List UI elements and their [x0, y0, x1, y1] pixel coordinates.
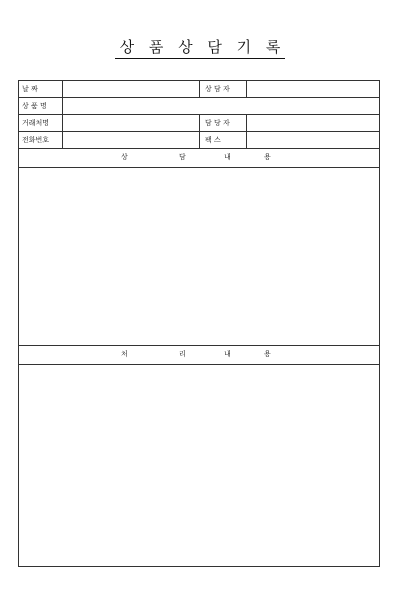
row-client: [19, 115, 379, 132]
consultant-label: 상 담 자: [200, 81, 247, 97]
consultation-content-area[interactable]: [19, 168, 379, 346]
manager-field[interactable]: [247, 115, 379, 131]
row-date: [19, 81, 379, 98]
phone-field[interactable]: [63, 132, 200, 148]
header-char: 상: [121, 153, 128, 161]
processing-content-area[interactable]: [19, 365, 379, 566]
header-char: 처: [121, 350, 128, 358]
consultation-content-header: [19, 149, 379, 168]
date-field[interactable]: [63, 81, 200, 97]
document-title-text: 상 품 상 담 기 록: [115, 38, 286, 59]
header-char: 담: [179, 153, 186, 161]
manager-label: 담 당 자: [200, 115, 247, 131]
header-char: 내: [224, 350, 231, 358]
header-char: 용: [264, 153, 271, 161]
processing-content-header: [19, 346, 379, 365]
header-char: 용: [264, 350, 271, 358]
phone-label: 전화번호: [19, 132, 63, 148]
client-name-label: 거래처명: [19, 115, 63, 131]
product-name-label: 상 품 명: [19, 98, 63, 114]
date-label: 날 짜: [19, 81, 63, 97]
row-phone: [19, 132, 379, 149]
consultation-form: [18, 80, 380, 567]
row-product: [19, 98, 379, 115]
header-char: 리: [179, 350, 186, 358]
header-char: 내: [224, 153, 231, 161]
client-name-field[interactable]: [63, 115, 200, 131]
consultant-field[interactable]: [247, 81, 379, 97]
document-title: [0, 38, 400, 59]
fax-label: 팩 스: [200, 132, 247, 148]
product-name-field[interactable]: [63, 98, 379, 114]
fax-field[interactable]: [247, 132, 379, 148]
